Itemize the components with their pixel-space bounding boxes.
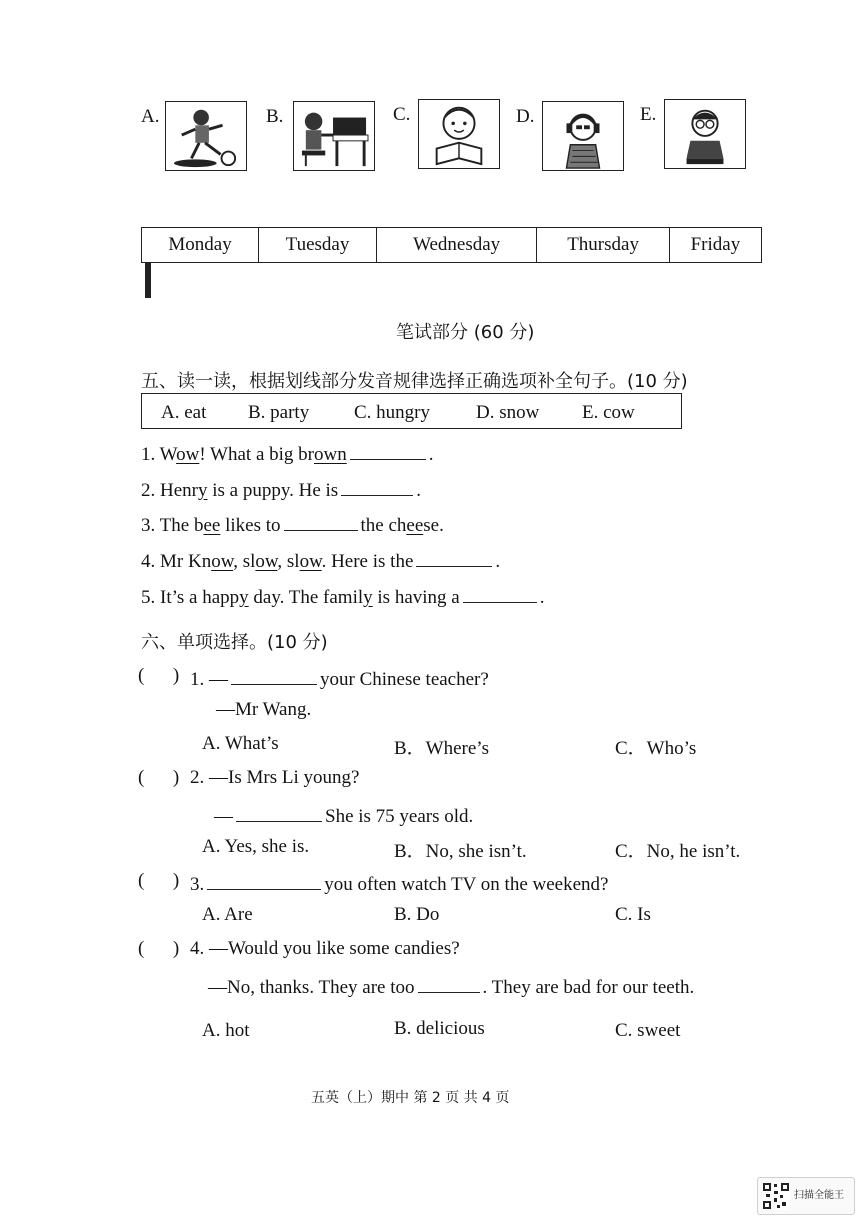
section6-question-2: 2. —Is Mrs Li young? bbox=[190, 767, 360, 788]
table-header-tuesday: Tuesday bbox=[259, 228, 377, 263]
q2-option-b: B．No, she isn’t. bbox=[394, 841, 527, 862]
section6-q4-answer: —No, thanks. They are too . They are bad for our teeth. bbox=[208, 973, 694, 999]
section5-question-1: 1. Wow! What a big brown . bbox=[141, 440, 433, 466]
boy-with-glasses-icon bbox=[664, 99, 746, 169]
option-e: E. cow bbox=[582, 402, 635, 423]
q4-option-a: A. hot bbox=[202, 1020, 250, 1041]
picture-letter-e: E. bbox=[640, 104, 657, 125]
answer-blank[interactable] bbox=[236, 802, 322, 822]
section5-title: 五、读一读，根据划线部分发音规律选择正确选项补全句子。(10 分) bbox=[141, 371, 688, 392]
q2-option-c: C．No, he isn’t. bbox=[615, 841, 741, 862]
q1-option-a: A. What’s bbox=[202, 733, 279, 754]
section5-question-2: 2. Henry is a puppy. He is . bbox=[141, 476, 421, 502]
qr-code-icon bbox=[762, 1182, 790, 1210]
section6-q1-answer: —Mr Wang. bbox=[216, 699, 312, 720]
answer-cell-friday[interactable] bbox=[149, 264, 150, 298]
q3-option-b: B. Do bbox=[394, 904, 440, 925]
q4-option-b: B. delicious bbox=[394, 1018, 485, 1039]
section5-question-4: 4. Mr Know, slow, slow. Here is the . bbox=[141, 547, 500, 573]
section5-question-5: 5. It’s a happy day. The family is having a . bbox=[141, 583, 544, 609]
table-header-friday: Friday bbox=[669, 228, 761, 263]
option-d: D. snow bbox=[476, 402, 540, 423]
section6-question-3: 3. you often watch TV on the weekend? bbox=[190, 870, 608, 896]
option-c: C. hungry bbox=[354, 402, 430, 423]
answer-blank[interactable] bbox=[207, 870, 321, 890]
answer-blank[interactable] bbox=[341, 476, 413, 496]
section6-title: 六、单项选择。(10 分) bbox=[141, 632, 328, 653]
option-b: B. party bbox=[248, 402, 310, 423]
picture-letter-a: A. bbox=[141, 106, 160, 127]
weekday-table bbox=[141, 227, 762, 285]
q1-option-c: C．Who’s bbox=[615, 738, 697, 759]
section6-question-4: 4. —Would you like some candies? bbox=[190, 938, 460, 959]
written-part-title: 笔试部分 (60 分) bbox=[396, 322, 535, 343]
answer-blank[interactable] bbox=[416, 547, 492, 567]
answer-blank[interactable] bbox=[231, 665, 317, 685]
answer-parentheses-2[interactable]: ( ) bbox=[138, 767, 180, 788]
q3-option-a: A. Are bbox=[202, 904, 253, 925]
boy-reading-book-icon bbox=[418, 99, 500, 169]
answer-blank[interactable] bbox=[350, 440, 426, 460]
boy-playing-piano-icon bbox=[293, 101, 375, 171]
answer-blank[interactable] bbox=[284, 511, 358, 531]
section5-question-3: 3. The bee likes to the cheese. bbox=[141, 511, 444, 537]
girl-with-headphones-icon bbox=[542, 101, 624, 171]
scanner-badge bbox=[757, 1177, 855, 1215]
q2-option-a: A. Yes, she is. bbox=[202, 836, 310, 857]
page-footer: 五英（上）期中 第 2 页 共 4 页 bbox=[311, 1090, 510, 1106]
option-a: A. eat bbox=[161, 402, 207, 423]
q4-option-c: C. sweet bbox=[615, 1020, 681, 1041]
answer-blank[interactable] bbox=[418, 973, 480, 993]
section6-question-1: 1. — your Chinese teacher? bbox=[190, 665, 489, 691]
section6-q2-answer: — She is 75 years old. bbox=[214, 802, 473, 828]
answer-parentheses-3[interactable]: ( ) bbox=[138, 870, 180, 891]
picture-letter-b: B. bbox=[266, 106, 284, 127]
boy-playing-football-icon bbox=[165, 101, 247, 171]
q3-option-c: C. Is bbox=[615, 904, 651, 925]
picture-letter-c: C. bbox=[393, 104, 411, 125]
q1-option-b: B．Where’s bbox=[394, 738, 489, 759]
answer-parentheses-4[interactable]: ( ) bbox=[138, 938, 180, 959]
table-header-wednesday: Wednesday bbox=[376, 228, 536, 263]
answer-parentheses-1[interactable]: ( ) bbox=[138, 665, 180, 686]
table-header-monday: Monday bbox=[142, 228, 259, 263]
scanner-badge-label: 扫描全能王 bbox=[794, 1190, 844, 1201]
picture-letter-d: D. bbox=[516, 106, 535, 127]
answer-blank[interactable] bbox=[463, 583, 537, 603]
table-header-thursday: Thursday bbox=[537, 228, 669, 263]
